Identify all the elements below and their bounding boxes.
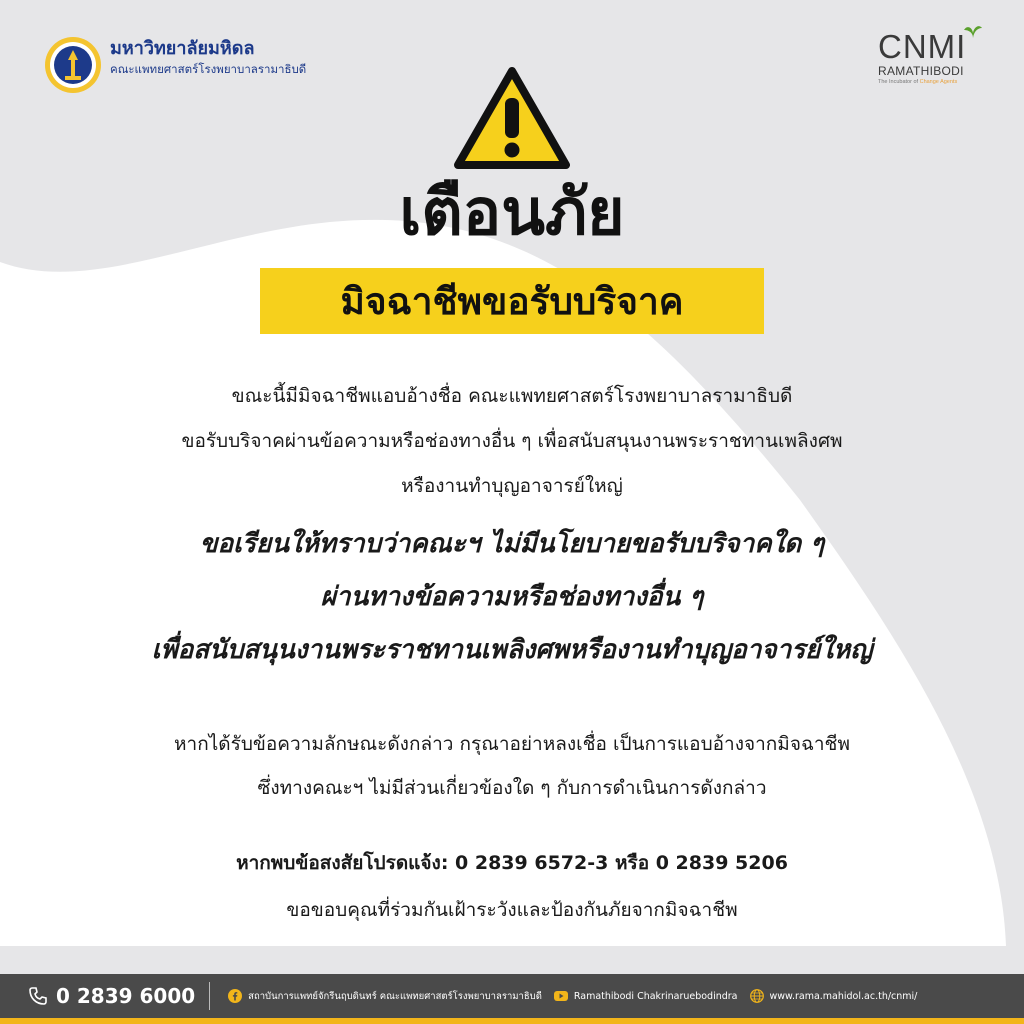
globe-icon xyxy=(750,989,764,1003)
footer-accent-stripe xyxy=(0,1018,1024,1024)
page-title: เตือนภัย xyxy=(399,176,625,250)
policy-line: ขอเรียนให้ทราบว่าคณะฯ ไม่มีนโยบายขอรับบริจาคใด ๆ xyxy=(199,529,825,559)
footer-phone[interactable]: 0 2839 6000 xyxy=(56,984,196,1008)
university-header xyxy=(110,38,306,78)
warning-triangle-icon xyxy=(453,66,571,172)
cnmi-logo xyxy=(878,30,978,92)
footer-divider xyxy=(209,982,210,1010)
advice-paragraph xyxy=(0,722,1024,810)
footer-website[interactable] xyxy=(750,989,918,1003)
intro-paragraph xyxy=(0,374,1024,509)
footer-youtube-label: Ramathibodi Chakrinaruebodindra xyxy=(573,990,738,1002)
thanks-line: ขอขอบคุณที่ร่วมกันเฝ้าระวังและป้องกันภัยจากมิจฉาชีพ xyxy=(286,899,738,921)
subtitle-banner xyxy=(260,268,764,334)
contact-line: หากพบข้อสงสัยโปรดแจ้ง: 0 2839 6572-3 หรือ 0 2839 5206 xyxy=(236,852,788,874)
cnmi-tagline: The Incubator of Change Agents xyxy=(878,79,958,85)
facebook-icon xyxy=(228,989,242,1003)
phone-icon xyxy=(28,986,48,1006)
policy-line: ผ่านทางข้อความหรือช่องทางอื่น ๆ xyxy=(320,582,704,612)
intro-line: ขอรับบริจาคผ่านข้อความหรือช่องทางอื่น ๆ เพื่อสนับสนุนงานพระราชทานเพลิงศพ xyxy=(181,430,843,452)
advice-line: หากได้รับข้อความลักษณะดังกล่าว กรุณาอย่าหลงเชื่อ เป็นการแอบอ้างจากมิจฉาชีพ xyxy=(174,733,850,755)
faculty-name: คณะแพทยศาสตร์โรงพยาบาลรามาธิบดี xyxy=(110,62,307,76)
footer-bar xyxy=(0,974,1024,1018)
leaf-icon xyxy=(964,24,982,38)
mahidol-university-logo xyxy=(44,36,102,94)
footer-website-label: www.rama.mahidol.ac.th/cnmi/ xyxy=(769,990,918,1002)
cnmi-subtitle: RAMATHIBODI xyxy=(878,64,964,78)
youtube-icon xyxy=(554,989,568,1003)
intro-line: ขณะนี้มีมิจฉาชีพแอบอ้างชื่อ คณะแพทยศาสตร์โรงพยาบาลรามาธิบดี xyxy=(231,385,793,407)
subtitle-text: มิจฉาชีพขอรับบริจาค xyxy=(340,279,684,323)
contact-block xyxy=(0,840,1024,934)
footer-facebook[interactable] xyxy=(228,989,542,1004)
intro-line: หรืองานทำบุญอาจารย์ใหญ่ xyxy=(401,475,623,497)
policy-statement xyxy=(0,518,1024,677)
policy-line: เพื่อสนับสนุนงานพระราชทานเพลิงศพหรืองานทำบุญอาจารย์ใหญ่ xyxy=(151,635,873,665)
footer-facebook-label: สถาบันการแพทย์จักรีนฤบดินทร์ คณะแพทยศาสตร์โรงพยาบาลรามาธิบดี xyxy=(248,990,542,1002)
university-name: มหาวิทยาลัยมหิดล xyxy=(110,38,255,59)
cnmi-wordmark: CNMI xyxy=(878,28,967,65)
footer-youtube[interactable] xyxy=(554,989,738,1003)
advice-line: ซึ่งทางคณะฯ ไม่มีส่วนเกี่ยวข้องใด ๆ กับการดำเนินการดังกล่าว xyxy=(257,777,767,799)
